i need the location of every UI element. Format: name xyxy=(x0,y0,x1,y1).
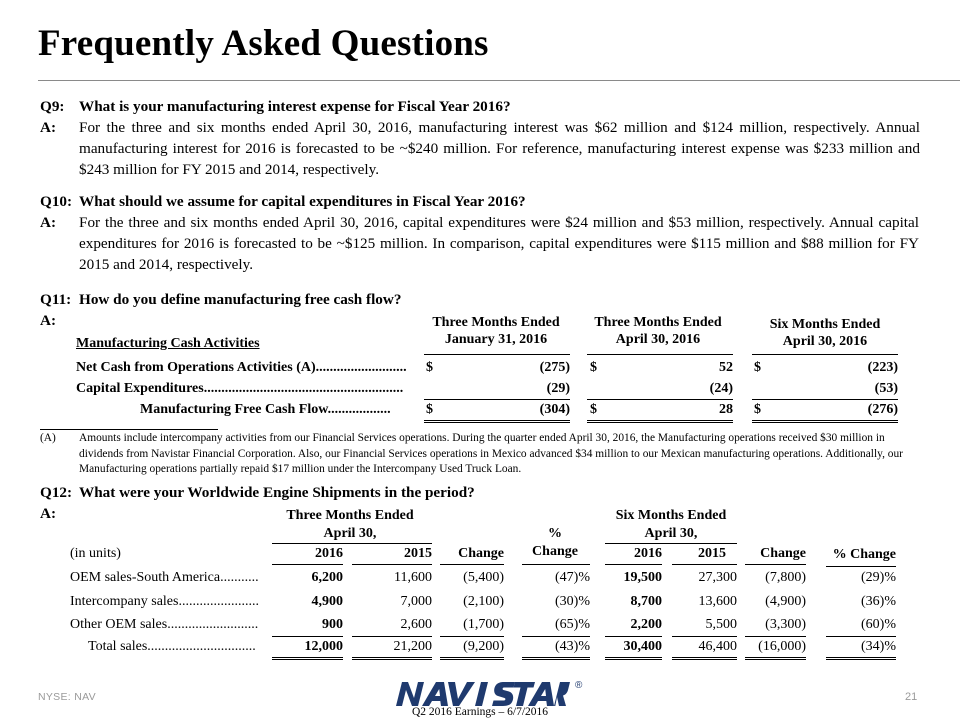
value-cell: (60)% xyxy=(861,617,896,632)
units-label: (in units) xyxy=(70,546,121,561)
value-cell: 4,900 xyxy=(311,594,343,609)
subtotal-rule xyxy=(587,399,733,400)
value-cell: (304) xyxy=(539,402,570,417)
total-rule xyxy=(272,657,343,660)
group-header-line: Three Months Ended xyxy=(286,508,414,523)
title-divider xyxy=(38,80,960,81)
page-number: 21 xyxy=(905,691,918,703)
leader-dots: ............................... xyxy=(147,639,256,654)
answer-text: For the three and six months ended April 30, 2016, manufacturing interest was $62 million and $124 million, respectively. Annual manufacturing interest for 2016 is forecasted to be ~$240 million. For reference, manufacturing interest expense was $233 million and $243 million for FY 2015 and 2014, respectively. xyxy=(79,119,920,178)
value-cell: (36)% xyxy=(861,594,896,609)
answer-label: A: xyxy=(40,214,57,231)
value-cell: 30,400 xyxy=(623,639,662,654)
row-label-text: OEM sales-South America xyxy=(70,570,221,585)
currency-sign: $ xyxy=(590,402,597,417)
value-cell: (3,300) xyxy=(765,617,806,632)
question-label: Q11: xyxy=(40,291,72,308)
col-rule xyxy=(440,564,504,565)
currency-sign: $ xyxy=(426,360,433,375)
col-header: 2016 xyxy=(634,546,662,561)
pct-change-header xyxy=(520,525,590,561)
leader-dots: .......................... xyxy=(315,360,407,375)
col-header: 2015 xyxy=(698,546,726,561)
col-header-line: Three Months Ended xyxy=(594,315,722,330)
currency-sign: $ xyxy=(426,402,433,417)
header-rule xyxy=(587,354,733,355)
col-rule xyxy=(522,564,590,565)
row-label-text: Intercompany sales xyxy=(70,594,179,609)
value-cell: 900 xyxy=(322,617,343,632)
col-rule xyxy=(826,566,896,567)
value-cell: 7,000 xyxy=(400,594,432,609)
registered-mark: ® xyxy=(575,680,583,691)
col-rule xyxy=(605,564,662,565)
value-cell: (223) xyxy=(867,360,898,375)
subtotal-rule xyxy=(272,636,343,637)
row-label: Net Cash from Operations Activities (A) xyxy=(76,360,316,375)
col-rule xyxy=(745,564,806,565)
value-cell: 46,400 xyxy=(698,639,737,654)
answer-text: For the three and six months ended April 30, 2016, capital expenditures were $24 million and $53 million, respectively. Annual capital expenditures for 2016 is forecasted to be ~$125 million. In comparison, capital expenditures were $115 million and $88 million for FY 2015 and 2014, respectively. xyxy=(79,214,919,273)
qa-q10 xyxy=(40,191,920,275)
value-cell: 28 xyxy=(719,402,733,417)
value-cell: 8,700 xyxy=(630,594,662,609)
total-rule xyxy=(522,657,590,660)
row-label xyxy=(70,594,259,610)
col-header-line: Six Months Ended xyxy=(769,317,881,332)
subtotal-rule xyxy=(745,636,806,637)
value-cell: (43)% xyxy=(555,639,590,654)
row-header: Manufacturing Cash Activities xyxy=(76,336,260,351)
col-header: Change xyxy=(458,546,504,561)
value-cell: (1,700) xyxy=(463,617,504,632)
subtotal-rule xyxy=(352,636,432,637)
col-header-line: January 31, 2016 xyxy=(444,332,548,347)
row-label-text: Total sales xyxy=(88,639,148,654)
total-rule xyxy=(424,420,570,423)
total-rule xyxy=(440,657,504,660)
footnote-divider xyxy=(40,429,218,430)
group-header-line: April 30, xyxy=(644,526,698,541)
col-header: 2016 xyxy=(315,546,343,561)
total-rule xyxy=(605,657,662,660)
col-header-line: Three Months Ended xyxy=(432,315,560,330)
question-text: What were your Worldwide Engine Shipments in the period? xyxy=(79,484,475,501)
group-rule xyxy=(605,543,737,544)
value-cell: (2,100) xyxy=(463,594,504,609)
value-cell: 11,600 xyxy=(394,570,432,585)
total-row-label xyxy=(88,639,256,655)
question-text: What is your manufacturing interest expense for Fiscal Year 2016? xyxy=(79,98,511,115)
value-cell: (9,200) xyxy=(463,639,504,654)
qa-q9 xyxy=(40,96,920,180)
subtotal-rule xyxy=(672,636,737,637)
pct-header-line: % xyxy=(548,526,562,541)
event-label: Q2 2016 Earnings – 6/7/2016 xyxy=(411,706,549,718)
question-text: How do you define manufacturing free cash flow? xyxy=(79,291,402,308)
value-cell: 12,000 xyxy=(304,639,343,654)
row-label xyxy=(70,617,258,633)
value-cell: (47)% xyxy=(555,570,590,585)
group-header-six-months xyxy=(605,507,737,543)
leader-dots: ........... xyxy=(220,570,259,585)
page-title: Frequently Asked Questions xyxy=(38,23,489,64)
total-rule xyxy=(745,657,806,660)
question-label: Q9: xyxy=(40,98,65,115)
header-rule xyxy=(752,354,898,355)
answer-label: A: xyxy=(40,505,57,522)
leader-dots: ....................... xyxy=(178,594,259,609)
col-header-q2 xyxy=(585,315,731,348)
table-row-total xyxy=(140,402,391,418)
col-header: 2015 xyxy=(404,546,432,561)
total-rule xyxy=(752,420,898,423)
currency-sign: $ xyxy=(754,360,761,375)
value-cell: 2,200 xyxy=(630,617,662,632)
subtotal-rule xyxy=(605,636,662,637)
value-cell: 13,600 xyxy=(698,594,737,609)
col-header: Change xyxy=(760,546,806,561)
col-header-line: April 30, 2016 xyxy=(615,332,701,347)
leader-dots: .................. xyxy=(327,402,391,417)
total-rule xyxy=(826,657,896,660)
answer-label: A: xyxy=(40,119,57,136)
question-label: Q12: xyxy=(40,484,73,501)
value-cell: (24) xyxy=(709,381,733,396)
value-cell: (29)% xyxy=(861,570,896,585)
value-cell: (29) xyxy=(546,381,570,396)
col-header-line: April 30, 2016 xyxy=(782,334,868,349)
footnote-text: Amounts include intercompany activities from our Financial Services operations. During the quarter ended April 30, 2016, the Manufacturing operations received $30 million in dividends from Navistar Financial Corporation. Also, our Financial Services operations in Mexico advanced $34 million to our Mexican manufacturing operations. Additionally, our Manufacturing operations partially repaid $17 million under the Intercompany Used Truck Loan. xyxy=(79,432,903,475)
col-rule xyxy=(672,564,737,565)
group-header-three-months xyxy=(270,507,430,543)
subtotal-rule xyxy=(752,399,898,400)
question-label: Q10: xyxy=(40,193,73,210)
value-cell: 6,200 xyxy=(311,570,343,585)
subtotal-rule xyxy=(424,399,570,400)
table-row xyxy=(76,360,407,376)
col-rule xyxy=(352,564,432,565)
value-cell: 2,600 xyxy=(400,617,432,632)
value-cell: (34)% xyxy=(861,639,896,654)
footnote-label: (A) xyxy=(40,432,56,444)
leader-dots: ......................................................... xyxy=(203,381,404,396)
group-rule xyxy=(272,543,432,544)
row-label-text: Other OEM sales xyxy=(70,617,168,632)
row-label xyxy=(70,570,259,586)
qa-q12 xyxy=(40,482,920,524)
group-header-line: Six Months Ended xyxy=(615,508,727,523)
value-cell: 19,500 xyxy=(623,570,662,585)
value-cell: 27,300 xyxy=(698,570,737,585)
leader-dots: .......................... xyxy=(167,617,259,632)
value-cell: (7,800) xyxy=(765,570,806,585)
total-rule xyxy=(672,657,737,660)
answer-label: A: xyxy=(40,312,57,329)
col-header: % Change xyxy=(832,547,896,562)
ticker-label: NYSE: NAV xyxy=(38,691,96,703)
navistar-logo-graphic xyxy=(394,680,570,708)
value-cell: (53) xyxy=(874,381,898,396)
question-text: What should we assume for capital expenditures in Fiscal Year 2016? xyxy=(79,193,526,210)
table-row xyxy=(76,381,403,397)
row-label: Capital Expenditures xyxy=(76,381,204,396)
group-header-line: April 30, xyxy=(323,526,377,541)
value-cell: (65)% xyxy=(555,617,590,632)
row-label: Manufacturing Free Cash Flow xyxy=(140,402,328,417)
pct-header-line: Change xyxy=(532,544,578,559)
col-header-six xyxy=(752,317,898,350)
currency-sign: $ xyxy=(590,360,597,375)
col-header-q1 xyxy=(422,315,570,348)
value-cell: (275) xyxy=(539,360,570,375)
subtotal-rule xyxy=(826,636,896,637)
subtotal-rule xyxy=(522,636,590,637)
value-cell: (30)% xyxy=(555,594,590,609)
value-cell: (276) xyxy=(867,402,898,417)
subtotal-rule xyxy=(440,636,504,637)
value-cell: (16,000) xyxy=(758,639,806,654)
header-rule xyxy=(424,354,570,355)
footnote xyxy=(40,431,910,478)
value-cell: 21,200 xyxy=(393,639,432,654)
value-cell: (5,400) xyxy=(463,570,504,585)
value-cell: 52 xyxy=(719,360,733,375)
currency-sign: $ xyxy=(754,402,761,417)
total-rule xyxy=(587,420,733,423)
value-cell: (4,900) xyxy=(765,594,806,609)
col-rule xyxy=(272,564,343,565)
value-cell: 5,500 xyxy=(705,617,737,632)
total-rule xyxy=(352,657,432,660)
